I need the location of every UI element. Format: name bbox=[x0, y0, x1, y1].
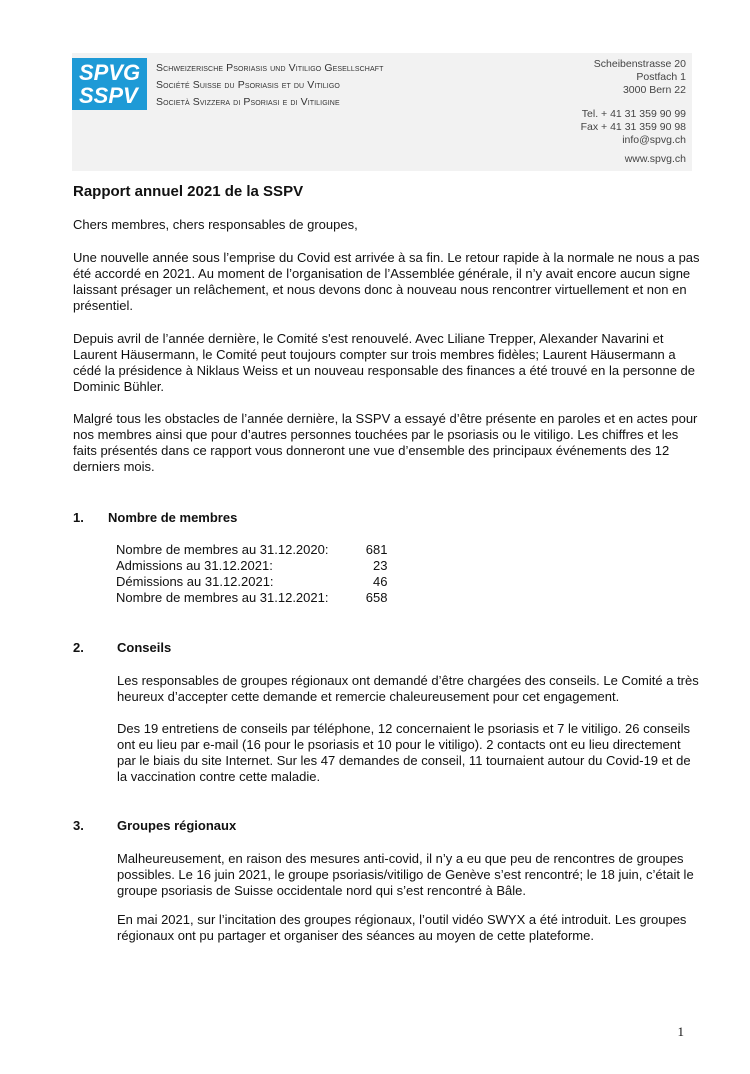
organization-names bbox=[156, 60, 384, 111]
email-address: info@spvg.ch bbox=[622, 134, 686, 146]
row-label: Nombre de membres au 31.12.2020: bbox=[116, 542, 329, 557]
section-title: Groupes régionaux bbox=[117, 818, 237, 833]
row-value: 658 bbox=[365, 590, 388, 605]
section-paragraph: Des 19 entretiens de conseils par téléphone, 12 concernaient le psoriasis et 7 le vitiligo. 26 conseils ont eu lieu par e-mail (16 pour le psoriasis et 10 pour le vitiligo). 2 contacts ont eu lieu directement par le biais du site Internet. Sur les 47 demandes de conseil, 11 tournaient autour du Covid-19 et de la vaccination contre cette maladie. bbox=[117, 721, 691, 784]
address-postbox: Postfach 1 bbox=[636, 71, 686, 83]
section-number: 1. bbox=[73, 510, 84, 525]
greeting: Chers membres, chers responsables de groupes, bbox=[73, 217, 358, 232]
table-row bbox=[114, 558, 389, 574]
address-city: 3000 Bern 22 bbox=[622, 84, 686, 96]
address-block bbox=[581, 58, 686, 147]
section-paragraph: Malheureusement, en raison des mesures anti-covid, il n’y a eu que peu de rencontres de groupes possibles. Le 16 juin 2021, le groupe psoriasis/vitiligo de Genève s’est rencontré; le 18 juin, c’était le groupe psoriasis de Suisse occidentale nord qui s’est rencontré à Bâle. bbox=[117, 851, 694, 898]
logo-line-2: SSPV bbox=[79, 83, 138, 108]
address-street: Scheibenstrasse 20 bbox=[593, 58, 686, 70]
section-paragraph: En mai 2021, sur l’incitation des groupes régionaux, l’outil vidéo SWYX a été introduit. Les groupes régionaux ont pu partager et organiser des séances au moyen de cette plateforme. bbox=[117, 912, 687, 943]
org-name-it: Società Svizzera di Psoriasi e di Vitiligine bbox=[156, 96, 340, 108]
intro-paragraph: Malgré tous les obstacles de l’année dernière, la SSPV a essayé d’être présente en paroles et en actes pour nos membres ainsi que pour d’autres personnes touchées par le psoriasis ou le vitiligo. Les chiffres et les faits présentés dans ce rapport vous donneront une vue d’ensemble des principaux événements des 12 derniers mois. bbox=[73, 411, 698, 474]
table-row bbox=[114, 590, 389, 606]
table-row bbox=[114, 574, 389, 590]
row-label: Démissions au 31.12.2021: bbox=[116, 574, 274, 589]
row-value: 681 bbox=[365, 542, 388, 557]
section-title: Nombre de membres bbox=[108, 510, 238, 525]
row-value: 23 bbox=[373, 558, 388, 573]
page-title: Rapport annuel 2021 de la SSPV bbox=[73, 183, 304, 200]
org-name-de: Schweizerische Psoriasis und Vitiligo Gesellschaft bbox=[156, 62, 384, 74]
section-title: Conseils bbox=[117, 640, 172, 655]
section-number: 3. bbox=[73, 818, 84, 833]
row-label: Nombre de membres au 31.12.2021: bbox=[116, 590, 329, 605]
section-paragraph: Les responsables de groupes régionaux ont demandé d’être chargées des conseils. Le Comité a très heureux d’accepter cette demande et remercie chaleureusement pour cet engagement. bbox=[117, 673, 699, 704]
intro-paragraph: Depuis avril de l’année dernière, le Comité s'est renouvelé. Avec Liliane Trepper, Alexander Navarini et Laurent Häusermann, le Comité peut toujours compter sur trois membres fidèles; Laurent Häusermann a cédé la présidence à Niklaus Weiss et un nouveau responsable des finances a été trouvé en la personne de Dominic Bühler. bbox=[73, 331, 695, 394]
logo-line-1: SPVG bbox=[79, 60, 141, 85]
table-row bbox=[114, 542, 389, 558]
website-url: www.spvg.ch bbox=[624, 153, 686, 165]
membership-table bbox=[114, 542, 389, 606]
phone-number: Tel. + 41 31 359 90 99 bbox=[581, 108, 686, 120]
section-number: 2. bbox=[73, 640, 84, 655]
intro-paragraph: Une nouvelle année sous l’emprise du Covid est arrivée à sa fin. Le retour rapide à la normale ne nous a pas été accordé en 2021. Au moment de l’organisation de l’Assemblée générale, il n’y avait encore aucun signe laissant présager un relâchement, et nous devons donc à nouveau nous rencontrer virtuellement et non en présentiel. bbox=[73, 250, 700, 313]
page-number: 1 bbox=[677, 1024, 684, 1039]
spvg-logo bbox=[72, 58, 147, 110]
row-value: 46 bbox=[373, 574, 388, 589]
fax-number: Fax + 41 31 359 90 98 bbox=[580, 121, 686, 133]
org-name-fr: Société Suisse du Psoriasis et du Vitiligo bbox=[156, 79, 340, 91]
row-label: Admissions au 31.12.2021: bbox=[116, 558, 273, 573]
